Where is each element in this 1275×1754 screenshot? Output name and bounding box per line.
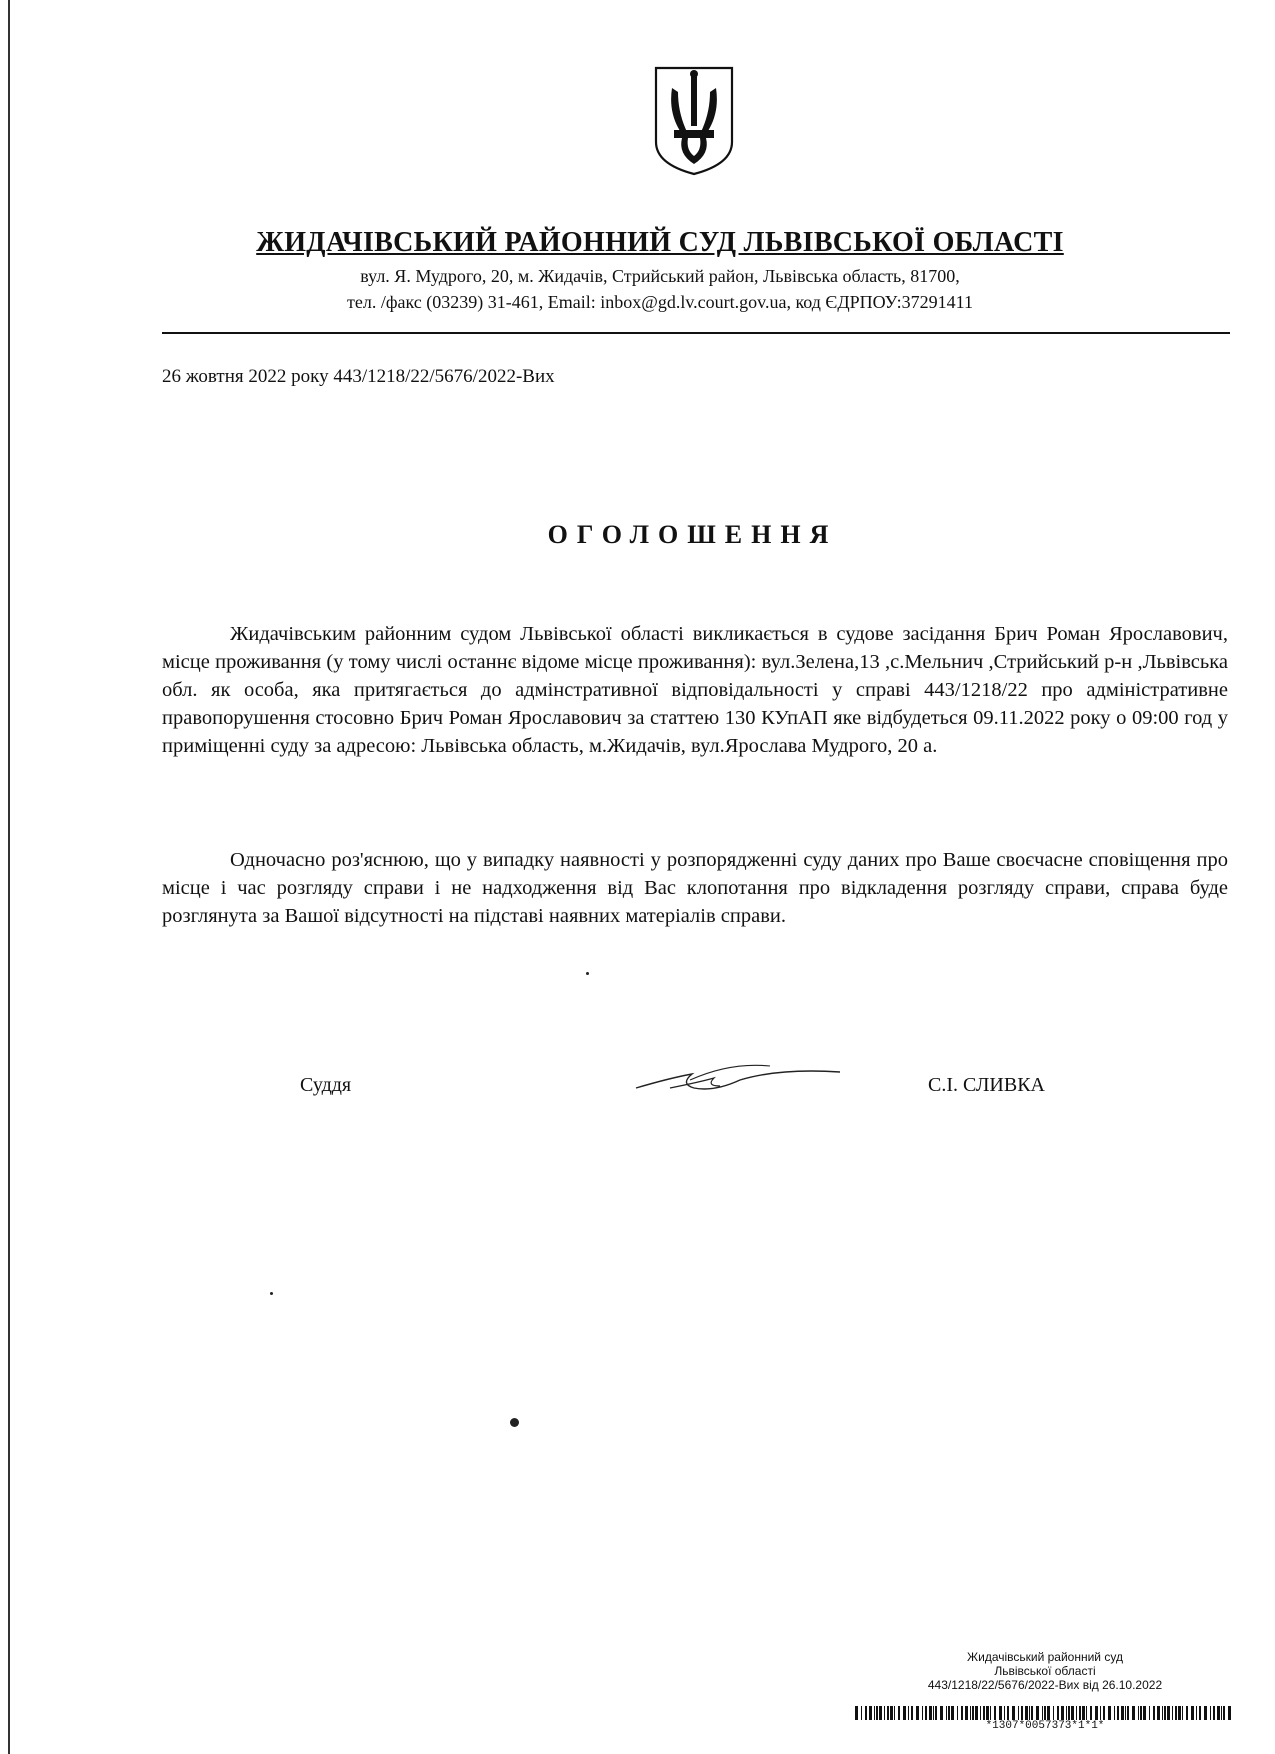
barcode-bar — [903, 1706, 906, 1720]
barcode-bar — [908, 1706, 909, 1720]
barcode-bar — [1191, 1706, 1194, 1720]
absence-notice-paragraph: Одночасно роз'яснюю, що у випадку наявності у розпорядженні суду даних про Ваше своєчасне сповіщення про місце і час розгляду справи і не надходження від Вас клопотання про відкладення розгляду справи, справа буде розглянута за Вашої відсутності на підставі наявних матеріалів справи. — [162, 849, 1228, 927]
barcode-bar — [1125, 1706, 1126, 1720]
barcode-bar — [994, 1706, 996, 1720]
barcode-bar — [922, 1706, 923, 1720]
barcode-bar — [1121, 1706, 1124, 1720]
barcode-bar — [1066, 1706, 1067, 1720]
barcode-bar — [874, 1706, 875, 1720]
stamp-region: Львівської області — [994, 1664, 1096, 1678]
barcode-bar — [1061, 1706, 1064, 1720]
stamp-reference: 443/1218/22/5676/2022-Вих від 26.10.2022 — [927, 1678, 1163, 1692]
barcode-bar — [1167, 1706, 1170, 1720]
registration-stamp — [850, 1650, 1240, 1692]
barcode-bar — [1047, 1706, 1050, 1720]
barcode-bar — [1172, 1706, 1173, 1720]
court-contacts: тел. /факс (03239) 31-461, Email: inbox@gd.lv.court.gov.ua, код ЄДРПОУ:37291411 — [347, 292, 973, 312]
barcode-bar — [1204, 1706, 1207, 1720]
barcode-bar — [1114, 1706, 1115, 1720]
barcode-bar — [961, 1706, 963, 1720]
stamp-court-name: Жидачівський районний суд — [967, 1650, 1123, 1664]
barcode-bar — [1221, 1706, 1222, 1720]
barcode-bar — [1095, 1706, 1098, 1720]
barcode-bar — [986, 1706, 989, 1720]
barcode-bar — [957, 1706, 958, 1720]
barcode-bar — [965, 1706, 968, 1720]
barcode-bar — [869, 1706, 872, 1720]
barcode-bar — [1153, 1706, 1155, 1720]
barcode-bar — [884, 1706, 885, 1720]
barcode-bar — [951, 1706, 954, 1720]
handwritten-signature — [630, 1048, 850, 1108]
barcode-bar — [940, 1706, 943, 1720]
barcode-bar — [1090, 1706, 1092, 1720]
barcode-bar — [972, 1706, 974, 1720]
barcode-bar — [1100, 1706, 1101, 1720]
barcode-bar — [1076, 1706, 1077, 1720]
barcode-bar — [1029, 1706, 1030, 1720]
barcode-bar — [990, 1706, 991, 1720]
barcode-bar — [929, 1706, 932, 1720]
barcode-bar — [935, 1706, 937, 1720]
barcode-bar — [999, 1706, 1002, 1720]
barcode-bar — [898, 1706, 900, 1720]
ukraine-trident-emblem-icon — [652, 64, 736, 178]
barcode-bar — [1021, 1706, 1023, 1720]
barcode-bar — [970, 1706, 971, 1720]
summons-paragraph: Жидачівським районним судом Львівської області викликається в судове засідання Брич Роман Ярославович, місце проживання (у тому числі останнє відоме місце проживання): вул.Зелена,13 ,с.Мельнич ,Стрийський р-н ,Львівська обл. як особа, яка притягається до адмінстративної відповідальності у справі 443/1218/22 про адміністративне правопорушення стосовно Брич Роман Ярославович за статтею 130 КУпАП яке відбудеться 09.11.2022 року о 09:00 год у приміщенні суду за адресою: Львівська область, м.Жидачів, вул.Ярослава Мудрого, 20 а. — [162, 623, 1228, 757]
barcode-bar — [1199, 1706, 1201, 1720]
barcode-bar — [1103, 1706, 1105, 1720]
barcode-bar — [1164, 1706, 1166, 1720]
court-address: вул. Я. Мудрого, 20, м. Жидачів, Стрийський район, Львівська область, 81700, — [360, 266, 960, 286]
barcode-bar — [1162, 1706, 1163, 1720]
barcode-bar — [1138, 1706, 1139, 1720]
barcode-bar — [865, 1706, 867, 1720]
barcode-bar — [1127, 1706, 1129, 1720]
barcode-bar — [980, 1706, 981, 1720]
barcode-bar — [1210, 1706, 1211, 1720]
barcode-bar — [1186, 1706, 1188, 1720]
scan-speck — [270, 1292, 273, 1295]
barcode-bar — [975, 1706, 978, 1720]
barcode-bar — [1025, 1706, 1028, 1720]
barcode-bar — [1175, 1706, 1177, 1720]
barcode-bar — [916, 1706, 919, 1720]
barcode-bar — [1079, 1706, 1081, 1720]
outgoing-date-reference: 26 жовтня 2022 року 443/1218/22/5676/2022-Вих — [162, 366, 555, 387]
barcode-bar — [855, 1706, 858, 1720]
barcode-bar — [1082, 1706, 1085, 1720]
barcode-bar — [1196, 1706, 1197, 1720]
scan-edge-line — [8, 0, 10, 1754]
barcode-bar — [879, 1706, 882, 1720]
judge-name: С.І. СЛИВКА — [928, 1074, 1045, 1096]
header-divider — [162, 332, 1230, 334]
scan-speck — [586, 972, 589, 975]
document-title: ОГОЛОШЕННЯ — [547, 520, 838, 549]
barcode-bar — [1012, 1706, 1015, 1720]
barcode-bar — [1044, 1706, 1046, 1720]
barcode-bar — [1223, 1706, 1225, 1720]
court-name: ЖИДАЧІВСЬКИЙ РАЙОННИЙ СУД ЛЬВІВСЬКОЇ ОБЛАСТІ — [256, 227, 1064, 258]
barcode-bar — [887, 1706, 889, 1720]
scan-speck — [510, 1418, 519, 1427]
barcode-bar — [1132, 1706, 1135, 1720]
barcode-bar — [1157, 1706, 1160, 1720]
barcode-bar — [894, 1706, 895, 1720]
barcode-bar — [861, 1706, 862, 1720]
barcode-bar — [1007, 1706, 1009, 1720]
barcode-bar — [1149, 1706, 1150, 1720]
barcode-bar — [1140, 1706, 1142, 1720]
barcode-bar — [983, 1706, 985, 1720]
barcode-bar — [1143, 1706, 1146, 1720]
barcode-bar — [1178, 1706, 1181, 1720]
judge-role-label: Суддя — [300, 1074, 352, 1096]
barcode-bar — [1228, 1706, 1231, 1720]
barcode-bar — [946, 1706, 947, 1720]
barcode-bar — [911, 1706, 913, 1720]
barcode-bar — [1031, 1706, 1033, 1720]
registration-barcode — [855, 1706, 1235, 1720]
barcode-bar — [933, 1706, 934, 1720]
barcode-bar — [948, 1706, 950, 1720]
barcode-bar — [1117, 1706, 1119, 1720]
barcode-number: *1307*0057373*1*1* — [985, 1720, 1105, 1732]
barcode-bar — [890, 1706, 893, 1720]
barcode-bar — [1071, 1706, 1074, 1720]
barcode-bar — [1108, 1706, 1111, 1720]
barcode-bar — [1068, 1706, 1070, 1720]
barcode-bar — [1057, 1706, 1059, 1720]
barcode-bar — [876, 1706, 878, 1720]
barcode-bar — [1042, 1706, 1043, 1720]
barcode-bar — [1182, 1706, 1183, 1720]
barcode-bar — [1217, 1706, 1220, 1720]
barcode-bar — [1018, 1706, 1019, 1720]
barcode-bar — [1004, 1706, 1005, 1720]
barcode-bar — [1213, 1706, 1215, 1720]
barcode-bar — [1053, 1706, 1054, 1720]
barcode-bar — [1036, 1706, 1039, 1720]
barcode-bar — [1086, 1706, 1087, 1720]
barcode-bar — [925, 1706, 927, 1720]
